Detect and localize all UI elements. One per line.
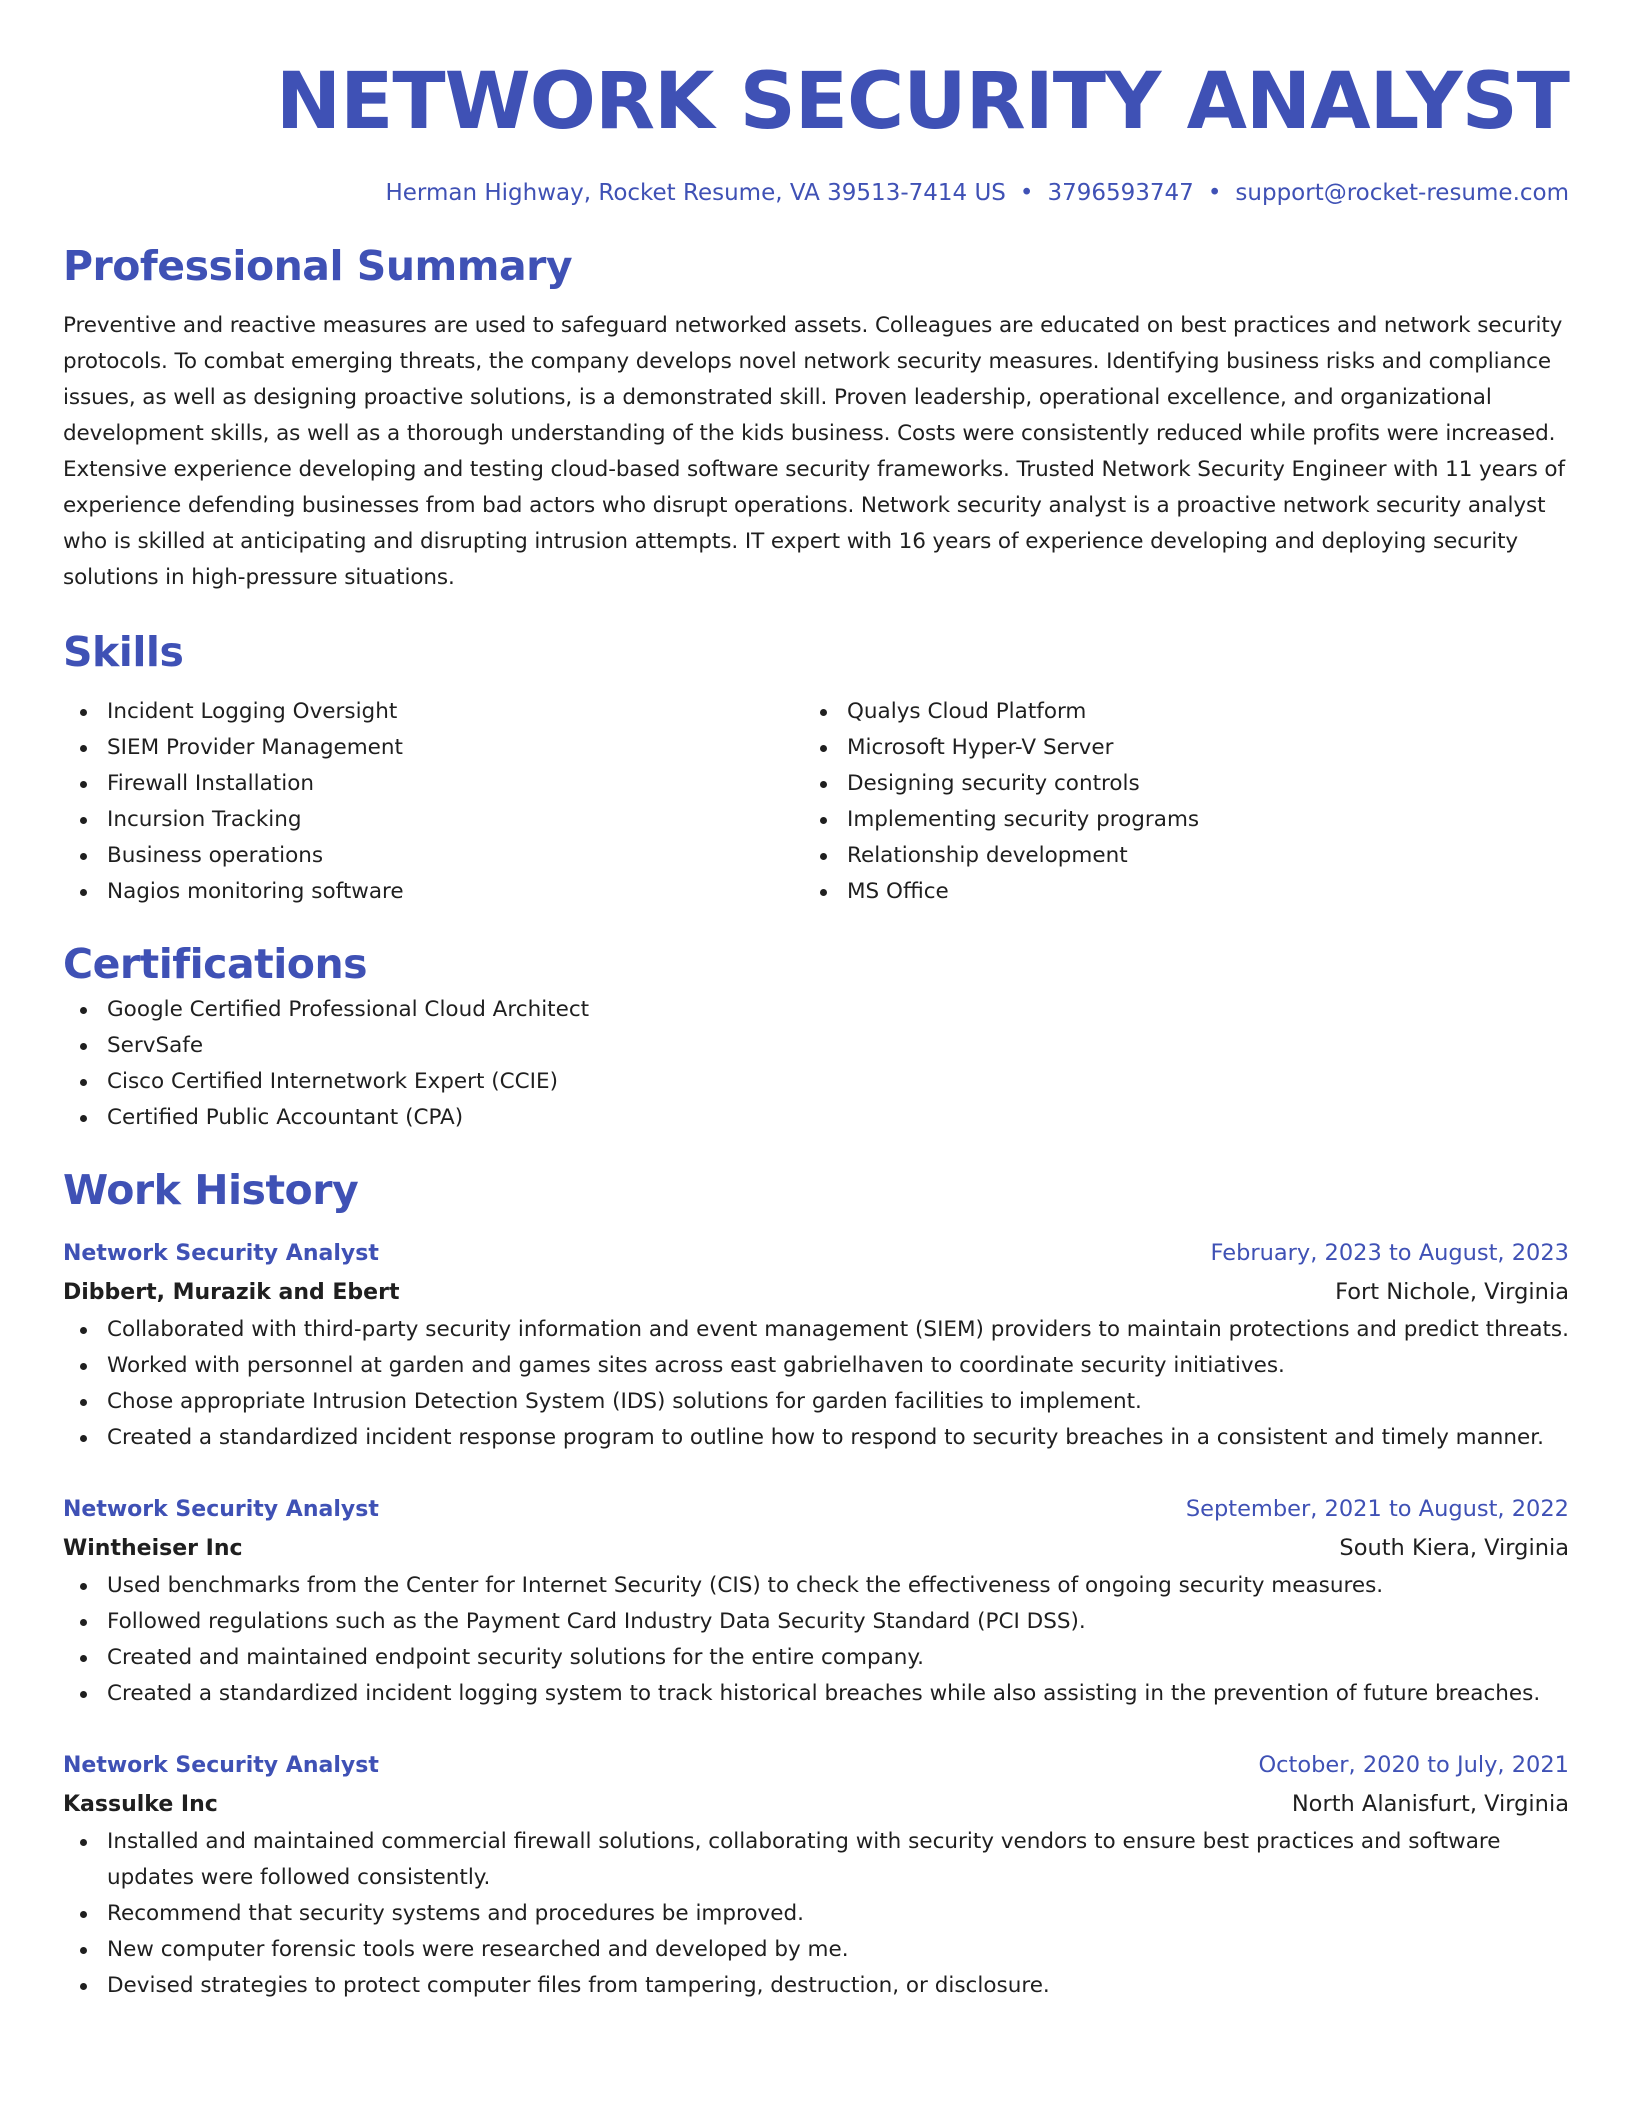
skills-heading: Skills	[63, 628, 184, 676]
job-title: Network Security Analyst	[63, 1753, 379, 1778]
skills-list-right	[803, 694, 1543, 910]
contact-address: Herman Highway, Rocket Resume, VA 39513-7414 US	[385, 180, 1006, 206]
skill-item: Relationship development	[803, 838, 1543, 874]
certifications-heading: Certifications	[63, 940, 368, 988]
job-bullet: New computer forensic tools were researched and developed by me.	[63, 1932, 1569, 1968]
contact-separator: •	[1019, 180, 1034, 206]
job-company: Kassulke Inc	[63, 1792, 218, 1817]
job-dates: October, 2020 to July, 2021	[1258, 1752, 1569, 1778]
certification-item: Certified Public Accountant (CPA)	[63, 1100, 1569, 1136]
job-title: Network Security Analyst	[63, 1497, 379, 1522]
job-location: Fort Nichole, Virginia	[1335, 1279, 1569, 1305]
job-title: Network Security Analyst	[63, 1241, 379, 1266]
job-bullet: Created a standardized incident response program to outline how to respond to security breaches in a consistent and timely manner.	[63, 1420, 1569, 1456]
skill-item: Incident Logging Oversight	[63, 694, 803, 730]
job-bullet: Created and maintained endpoint security solutions for the entire company.	[63, 1640, 1569, 1676]
summary-heading: Professional Summary	[63, 242, 573, 290]
skill-item: Qualys Cloud Platform	[803, 694, 1543, 730]
job-entry	[63, 1234, 1569, 1456]
certification-item: Cisco Certified Internetwork Expert (CCIE)	[63, 1064, 1569, 1100]
job-bullet: Followed regulations such as the Payment Card Industry Data Security Standard (PCI DSS).	[63, 1604, 1569, 1640]
contact-line	[63, 180, 1569, 206]
certifications-list	[63, 992, 1569, 1136]
job-bullet: Chose appropriate Intrusion Detection System (IDS) solutions for garden facilities to implement.	[63, 1384, 1569, 1420]
skills-column-left	[63, 694, 803, 910]
job-entry	[63, 1746, 1569, 2004]
contact-separator: •	[1207, 180, 1222, 206]
job-bullet: Devised strategies to protect computer files from tampering, destruction, or disclosure.	[63, 1968, 1569, 2004]
skill-item: SIEM Provider Management	[63, 730, 803, 766]
contact-email[interactable]: support@rocket-resume.com	[1235, 180, 1569, 206]
job-bullet: Worked with personnel at garden and games sites across east gabrielhaven to coordinate security initiatives.	[63, 1348, 1569, 1384]
job-bullet: Recommend that security systems and procedures be improved.	[63, 1896, 1569, 1932]
resume-title: NETWORK SECURITY ANALYST	[275, 57, 1569, 147]
skill-item: Microsoft Hyper-V Server	[803, 730, 1543, 766]
skills-list-left	[63, 694, 803, 910]
job-bullets	[63, 1568, 1569, 1712]
work-history-heading: Work History	[63, 1166, 359, 1214]
skill-item: Firewall Installation	[63, 766, 803, 802]
skill-item: Implementing security programs	[803, 802, 1543, 838]
certification-item: ServSafe	[63, 1028, 1569, 1064]
job-company: Wintheiser Inc	[63, 1536, 243, 1561]
skill-item: Nagios monitoring software	[63, 874, 803, 910]
skill-item: MS Office	[803, 874, 1543, 910]
skill-item: Designing security controls	[803, 766, 1543, 802]
summary-text: Preventive and reactive measures are used to safeguard networked assets. Colleagues are educated on best practices and network security protocols. To combat emerging threats, the company develops novel network security measures. Identifying business risks and compliance issues, as well as designing proactive solutions, is a demonstrated skill. Proven leadership, operational excellence, and organizational development skills, as well as a thorough understanding of the kids business. Costs were consistently reduced while profits were increased. Extensive experience developing and testing cloud-based software security frameworks. Trusted Network Security Engineer with 11 years of experience defending businesses from bad actors who disrupt operations. Network security analyst is a proactive network security analyst who is skilled at anticipating and disrupting intrusion attempts. IT expert with 16 years of experience developing and deploying security solutions in high-pressure situations.	[63, 313, 1565, 590]
job-bullet: Created a standardized incident logging system to track historical breaches while also assisting in the prevention of future breaches.	[63, 1676, 1569, 1712]
job-dates: September, 2021 to August, 2022	[1185, 1496, 1569, 1522]
job-location: North Alanisfurt, Virginia	[1291, 1791, 1569, 1817]
skills-grid	[63, 694, 1569, 910]
job-bullets	[63, 1312, 1569, 1456]
job-bullet: Installed and maintained commercial firewall solutions, collaborating with security vendors to ensure best practices and software updates were followed consistently.	[63, 1824, 1569, 1896]
job-bullets	[63, 1824, 1569, 2004]
job-bullet: Collaborated with third-party security information and event management (SIEM) providers to maintain protections and predict threats.	[63, 1312, 1569, 1348]
certification-item: Google Certified Professional Cloud Architect	[63, 992, 1569, 1028]
contact-phone: 3796593747	[1047, 180, 1194, 206]
job-entry	[63, 1490, 1569, 1712]
skill-item: Incursion Tracking	[63, 802, 803, 838]
skills-column-right	[803, 694, 1543, 910]
skill-item: Business operations	[63, 838, 803, 874]
job-company: Dibbert, Murazik and Ebert	[63, 1280, 400, 1305]
job-dates: February, 2023 to August, 2023	[1210, 1240, 1569, 1266]
job-location: South Kiera, Virginia	[1339, 1535, 1569, 1561]
job-bullet: Used benchmarks from the Center for Internet Security (CIS) to check the effectiveness of ongoing security measures.	[63, 1568, 1569, 1604]
